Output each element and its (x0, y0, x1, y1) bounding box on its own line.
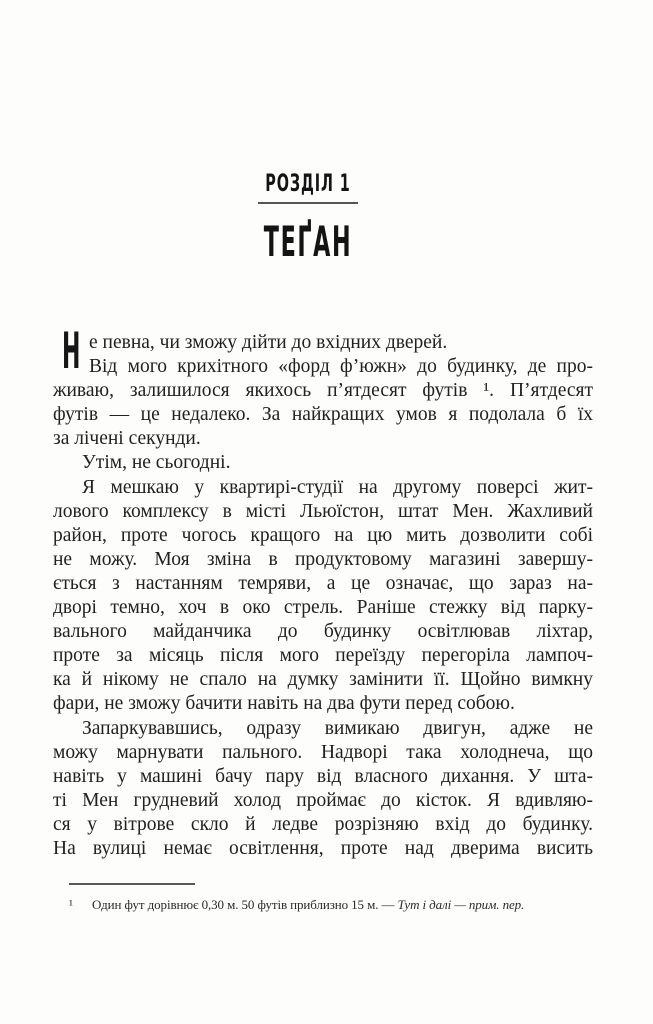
footnote-marker: ¹ (69, 897, 73, 912)
body-line: навіть у машині бачу пару від власного дихання. У шта- (53, 765, 593, 787)
footnote-text: Один фут дорівнює 0,30 м. 50 футів приблизно 15 м. — (92, 897, 398, 912)
body-line: ті Мен грудневий холод проймає до кісток. Я вдивляю- (53, 789, 593, 811)
body-line: Я мешкаю у квартирі-студії на другому поверсі жит- (82, 476, 593, 498)
body-text (53, 322, 593, 861)
footnote-separator (69, 883, 195, 885)
body-line: район, проте чогось кращого на цю мить дозволити собі (53, 524, 593, 546)
body-line: проте за місяць після мого переїзду перегоріла лампоч- (53, 645, 593, 667)
body-line: ся у вітрове скло й ледве розрізняю вхід до будинку. (53, 813, 593, 835)
body-line: Від мого крихітного «форд ф’южн» до будинку, де про- (89, 356, 593, 378)
body-line: можу марнувати пального. Надворі така холоднеча, що (53, 741, 593, 763)
body-line: ється з настанням темряви, а це означає, що зараз на- (53, 572, 593, 594)
chapter-label: РОЗДІЛ 1 (265, 169, 351, 197)
body-line: дворі темно, хоч в око стрель. Раніше стежку від парку- (53, 597, 593, 619)
body-line: не можу. Моя зміна в продуктовому магазині завершу- (53, 548, 593, 570)
drop-cap: Н (62, 322, 81, 380)
body-line: живаю, залишилося якихось п’ятдесят футів ¹. П’ятдесят (53, 380, 593, 402)
body-line: фари, не зможу бачити навіть на два фути перед собою. (53, 693, 515, 715)
body-line: вального майданчика до будинку освітлював ліхтар, (53, 621, 593, 643)
body-line: за лічені секунди. (53, 428, 201, 450)
body-line: футів — це недалеко. За найкращих умов я подолала б їх (53, 404, 593, 426)
chapter-heading (0, 0, 616, 290)
body-line: лового комплексу в місті Льюїстон, штат Мен. Жахливий (53, 500, 593, 522)
chapter-title: ТЕҐАН (263, 217, 353, 266)
body-line: е певна, чи зможу дійти до вхідних дверей. (89, 332, 448, 353)
footnote-body (53, 895, 593, 915)
body-line: ка й нікому не спало на думку замінити її. Щойно вимкну (53, 669, 593, 691)
chapter-divider (258, 202, 358, 204)
body-line: Утім, не сьогодні. (82, 452, 231, 474)
footnote (53, 895, 593, 915)
body-line: На вулиці немає освітлення, проте над дверима висить (53, 837, 593, 859)
body-line: Запаркувавшись, одразу вимикаю двигун, адже не (82, 717, 593, 739)
footnote-italic-note: Тут і далі — прим. пер. (397, 897, 525, 912)
